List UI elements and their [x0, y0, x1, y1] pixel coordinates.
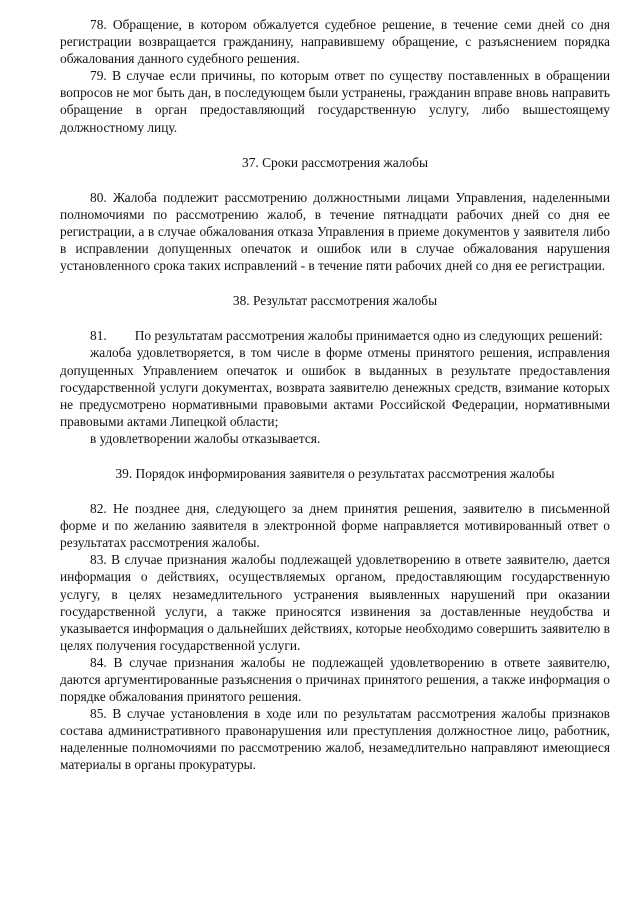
paragraph-81-number: 81. — [90, 328, 107, 344]
paragraph-81 — [60, 327, 610, 344]
paragraph-85: 85. В случае установления в ходе или по результатам рассмотрения жалобы признаков состава административного правонарушения или преступления должностное лицо, работник, наделенные полномочиями по рассмотрению жалоб, незамедлительно направляют имеющиеся материалы в органы прокуратуры. — [60, 706, 610, 773]
paragraph-81-text: По результатам рассмотрения жалобы принимается одно из следующих решений: — [134, 328, 603, 344]
section-heading-37: 37. Сроки рассмотрения жалобы — [242, 154, 428, 170]
section-heading-38: 38. Результат рассмотрения жалобы — [232, 293, 438, 309]
paragraph-84: 84. В случае признания жалобы не подлежащей удовлетворению в ответе заявителю, даются аргументированные разъяснения о причинах принятого решения, а также информация о порядке обжалования принятого решения. — [60, 654, 610, 705]
paragraph-81-option-grant: жалоба удовлетворяется, в том числе в форме отмены принятого решения, исправления допущенных Управлением опечаток и ошибок в выданных в результате предоставления государственной услуги документах, возврата заявителю денежных средств, взимание которых не предусмотрено нормативными правовыми актами Российской Федерации, нормативными правовыми актами Липецкой области; — [60, 345, 610, 429]
document-page — [60, 16, 610, 774]
paragraph-81-option-deny: в удовлетворении жалобы отказывается. — [90, 430, 321, 446]
paragraph-82: 82. Не позднее дня, следующего за днем принятия решения, заявителю в письменной форме и по желанию заявителя в электронной форме направляется мотивированный ответ о результатах рассмотрения жалобы. — [60, 501, 610, 551]
section-heading-39: 39. Порядок информирования заявителя о результатах рассмотрения жалобы — [115, 465, 555, 481]
paragraph-78: 78. Обращение, в котором обжалуется судебное решение, в течение семи дней со дня регистрации возвращается гражданину, направившему обращение, с разъяснением порядка обжалования данного судебного решения. — [60, 17, 610, 67]
paragraph-80: 80. Жалоба подлежит рассмотрению должностными лицами Управления, наделенными полномочиями по рассмотрению жалоб, в течение пятнадцати рабочих дней со дня ее регистрации, а в случае обжалования отказа Управления в приеме документов у заявителя либо в исправлении допущенных опечаток и ошибок или в случае обжалования нарушения установленного срока таких исправлений - в течение пяти рабочих дней со дня ее регистрации. — [60, 189, 610, 274]
paragraph-79: 79. В случае если причины, по которым ответ по существу поставленных в обращении вопросов не мог быть дан, в последующем были устранены, гражданин вправе вновь направить обращение в орган предоставляющий государственную услугу, либо вышестоящему должностному лицу. — [60, 68, 610, 135]
paragraph-83: 83. В случае признания жалобы подлежащей удовлетворению в ответе заявителю, дается информация о действиях, осуществляемых органом, предоставляющим государственную услугу, в целях незамедлительного устранения выявленных нарушений при оказании государственной услуги, а также приносятся извинения за доставленные неудобства и указывается информация о дальнейших действиях, которые необходимо совершить заявителю в целях получения государственной услуги. — [60, 552, 610, 653]
